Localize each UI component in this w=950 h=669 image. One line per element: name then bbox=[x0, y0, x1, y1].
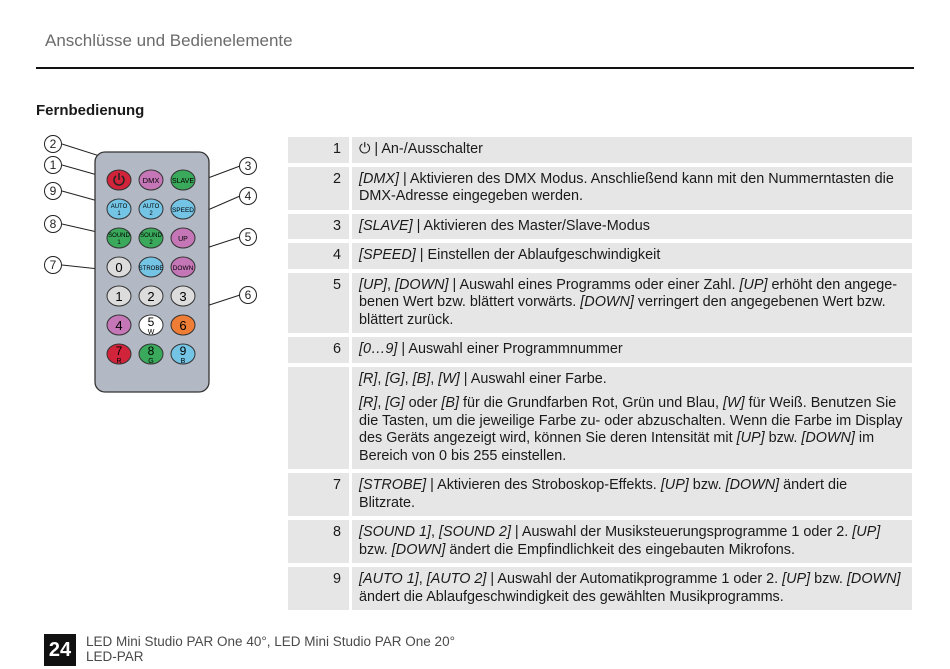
section-title: Fernbedienung bbox=[36, 102, 145, 119]
row-number: 4 bbox=[288, 243, 352, 269]
svg-text:DOWN: DOWN bbox=[172, 265, 194, 272]
callout-3 bbox=[240, 158, 257, 175]
remote-key-table bbox=[288, 133, 912, 614]
row-number: 6 bbox=[288, 337, 352, 363]
table-row bbox=[288, 567, 912, 610]
callout-4 bbox=[240, 188, 257, 205]
svg-text:6: 6 bbox=[179, 318, 187, 333]
dmx-button bbox=[139, 170, 163, 190]
table-row bbox=[288, 137, 912, 163]
callout-2 bbox=[45, 136, 62, 153]
row-text: [AUTO 1], [AUTO 2] | Auswahl der Automatikprogramme 1 oder 2. [UP] bzw. [DOWN] ändert die Ablaufgeschwindigkeit des gewählten Musikprogramms. bbox=[352, 567, 912, 610]
row-number: 3 bbox=[288, 214, 352, 240]
callout-5 bbox=[240, 229, 257, 246]
svg-text:1: 1 bbox=[115, 289, 123, 304]
svg-text:3: 3 bbox=[179, 289, 187, 304]
svg-text:8: 8 bbox=[147, 344, 155, 358]
svg-text:2: 2 bbox=[149, 240, 153, 246]
row-text: [SPEED] | Einstellen der Ablaufgeschwindigkeit bbox=[352, 243, 912, 269]
table-row bbox=[288, 167, 912, 210]
svg-text:0: 0 bbox=[115, 260, 123, 275]
callout-6 bbox=[240, 287, 257, 304]
row-number: 7 bbox=[288, 473, 352, 516]
svg-text:2: 2 bbox=[149, 211, 153, 217]
header-divider bbox=[36, 67, 914, 69]
sound2-button bbox=[139, 228, 163, 248]
svg-text:1: 1 bbox=[49, 158, 57, 172]
auto2-button bbox=[139, 199, 163, 219]
svg-text:6: 6 bbox=[244, 288, 252, 302]
svg-text:DMX: DMX bbox=[142, 176, 160, 185]
svg-text:SOUND: SOUND bbox=[108, 233, 130, 239]
zero-button bbox=[107, 257, 131, 277]
svg-text:SOUND: SOUND bbox=[140, 233, 162, 239]
svg-text:5: 5 bbox=[244, 230, 252, 244]
svg-text:UP: UP bbox=[178, 236, 188, 243]
svg-text:G: G bbox=[148, 358, 154, 365]
table-row bbox=[288, 243, 912, 269]
digit-6-button bbox=[171, 315, 195, 335]
footer-product-names bbox=[86, 634, 455, 664]
svg-text:4: 4 bbox=[115, 318, 123, 333]
svg-text:7: 7 bbox=[115, 344, 123, 358]
svg-text:SPEED: SPEED bbox=[171, 207, 195, 214]
digit-1-button bbox=[107, 286, 131, 306]
table-row bbox=[288, 367, 912, 470]
up-button bbox=[171, 228, 195, 248]
footer-line-1: LED Mini Studio PAR One 40°, LED Mini Studio PAR One 20° bbox=[86, 634, 455, 649]
svg-text:R: R bbox=[116, 358, 122, 365]
row-number: 5 bbox=[288, 273, 352, 334]
callout-9 bbox=[45, 183, 62, 200]
row-text: [SOUND 1], [SOUND 2] | Auswahl der Musiksteuerungsprogramme 1 oder 2. [UP] bzw. [DOWN] ändert die Empfindlichkeit des eingebauten Mikrofons. bbox=[352, 520, 912, 563]
svg-text:7: 7 bbox=[49, 258, 57, 272]
row-text: ⏻ | An-/Ausschalter bbox=[352, 137, 912, 163]
row-number: 9 bbox=[288, 567, 352, 610]
row-text: [0…9] | Auswahl einer Programmnummer bbox=[352, 337, 912, 363]
svg-text:2: 2 bbox=[49, 137, 57, 151]
row-number: 1 bbox=[288, 137, 352, 163]
callout-8 bbox=[45, 216, 62, 233]
svg-text:1: 1 bbox=[117, 240, 121, 246]
row-number: 2 bbox=[288, 167, 352, 210]
svg-text:2: 2 bbox=[147, 289, 155, 304]
row-text: [DMX] | Aktivieren des DMX Modus. Anschließend kann mit den Nummerntasten die DMX-Adresse eingegeben werden. bbox=[352, 167, 912, 210]
svg-text:5: 5 bbox=[147, 315, 155, 329]
svg-text:W: W bbox=[147, 329, 155, 336]
svg-text:3: 3 bbox=[244, 159, 252, 173]
power-button bbox=[107, 170, 131, 190]
down-button bbox=[171, 257, 195, 277]
svg-text:AUTO: AUTO bbox=[142, 204, 160, 210]
svg-text:B: B bbox=[180, 358, 186, 365]
svg-text:SLAVE: SLAVE bbox=[171, 178, 195, 185]
svg-text:AUTO: AUTO bbox=[110, 204, 128, 210]
svg-text:1: 1 bbox=[117, 211, 121, 217]
footer-line-2: LED-PAR bbox=[86, 649, 144, 664]
table-row bbox=[288, 273, 912, 334]
digit-3-button bbox=[171, 286, 195, 306]
page-header-title: Anschlüsse und Bedienelemente bbox=[45, 31, 293, 50]
digit-2-button bbox=[139, 286, 163, 306]
page-number: 24 bbox=[44, 634, 76, 666]
row-number: 8 bbox=[288, 520, 352, 563]
table-row bbox=[288, 473, 912, 516]
power-icon: ⏻ bbox=[359, 141, 371, 157]
row-text: [UP], [DOWN] | Auswahl eines Programms oder einer Zahl. [UP] erhöht den angegebenen Wert bzw. blättert vorwärts. [DOWN] verringert den angegebenen Wert bzw. blättert zurück. bbox=[352, 273, 912, 334]
callout-1 bbox=[45, 157, 62, 174]
svg-text:STROBE: STROBE bbox=[138, 266, 164, 272]
speed-button bbox=[171, 199, 195, 219]
remote-control-illustration bbox=[36, 134, 266, 399]
digit-4-button bbox=[107, 315, 131, 335]
svg-text:4: 4 bbox=[244, 189, 252, 203]
slave-button bbox=[171, 170, 195, 190]
sound1-button bbox=[107, 228, 131, 248]
svg-text:9: 9 bbox=[49, 184, 57, 198]
table-row bbox=[288, 337, 912, 363]
row-text: [STROBE] | Aktivieren des Stroboskop-Effekts. [UP] bzw. [DOWN] ändert die Blitzrate. bbox=[352, 473, 912, 516]
table-row bbox=[288, 520, 912, 563]
callout-7 bbox=[45, 257, 62, 274]
row-number bbox=[288, 367, 352, 470]
table-row bbox=[288, 214, 912, 240]
row-text: [R], [G], [B], [W] | Auswahl einer Farbe. [R], [G] oder [B] für die Grundfarben Rot, Grün und Blau, [W] für Weiß. Benutzen Sie die Tasten, um die jeweilige Farbe zu- oder abzuschalten. Wenn die Farbe im Display des Geräts angezeigt wird, können Sie deren Intensität mit [UP] bzw. [DOWN] im Bereich von 0 bis 255 einstellen. bbox=[352, 367, 912, 470]
svg-text:9: 9 bbox=[179, 344, 187, 358]
row-text: [SLAVE] | Aktivieren des Master/Slave-Modus bbox=[352, 214, 912, 240]
svg-text:8: 8 bbox=[49, 217, 57, 231]
auto1-button bbox=[107, 199, 131, 219]
strobe-button bbox=[139, 257, 164, 277]
